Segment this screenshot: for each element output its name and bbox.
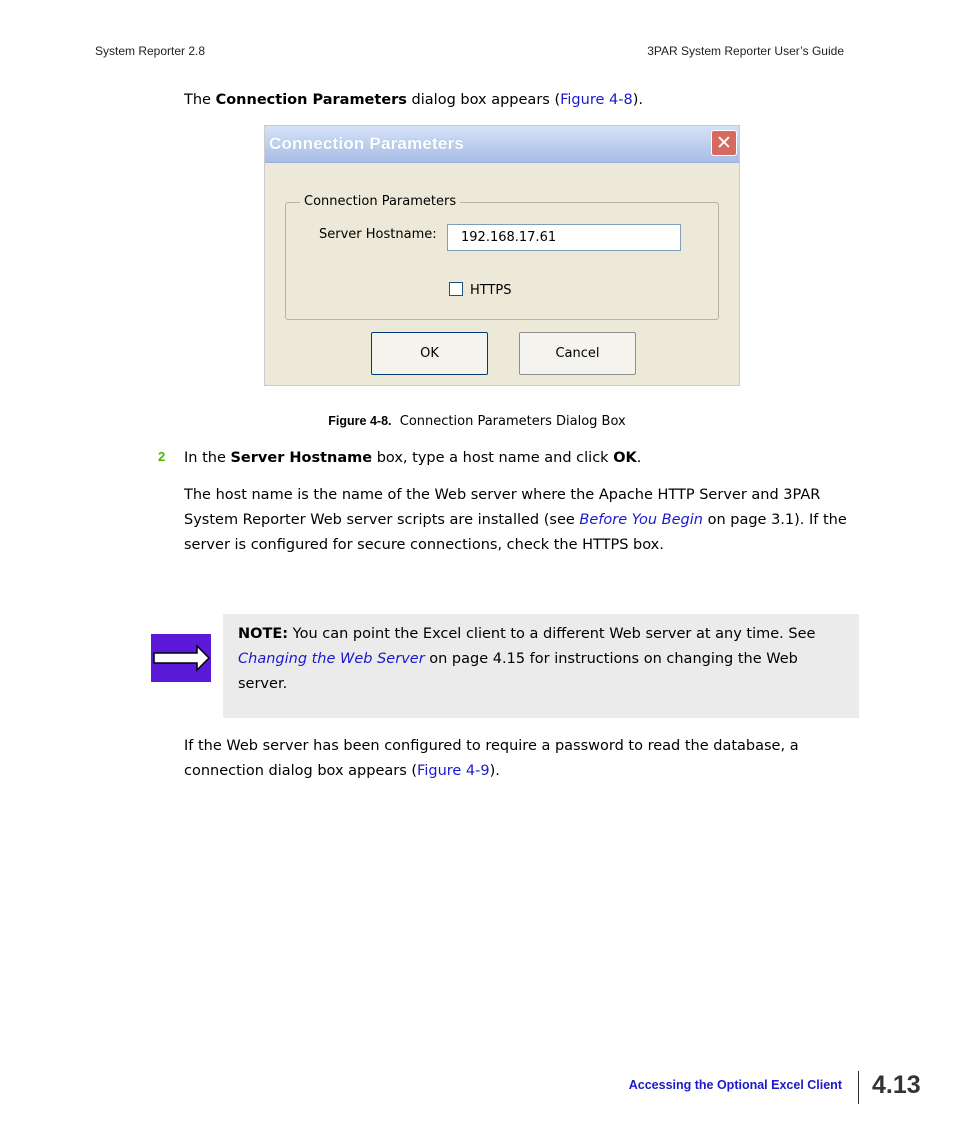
before-you-begin-link[interactable]: Before You Begin: [579, 512, 703, 528]
server-hostname-input[interactable]: 192.168.17.61: [447, 224, 681, 251]
body1-line1: The host name is the name of the Web server where the Apache HTTP Server and 3PAR: [184, 487, 821, 503]
intro-mid: dialog box appears (: [406, 92, 561, 108]
note-line1-text: You can point the Excel client to a different Web server at any time. See: [288, 626, 816, 642]
running-header-left: System Reporter 2.8: [95, 44, 206, 58]
close-icon[interactable]: ✕: [711, 130, 737, 156]
connection-parameters-group: [285, 194, 719, 320]
body2-line2-prefix: connection dialog box appears (: [184, 763, 418, 779]
note-line3: server.: [238, 676, 288, 692]
step-prefix: In the: [184, 450, 231, 466]
body2-line2-suffix: ).: [489, 763, 500, 779]
dialog-titlebar[interactable]: [265, 126, 739, 163]
connection-parameters-dialog: [264, 125, 740, 386]
note-line1: [238, 622, 838, 647]
running-header-right: 3PAR System Reporter User’s Guide: [647, 44, 844, 58]
body2-line2: [184, 759, 799, 784]
ok-button[interactable]: OK: [371, 332, 488, 375]
intro-paragraph: [184, 88, 643, 113]
body2-line1: If the Web server has been configured to require a password to read the database, a: [184, 738, 799, 754]
changing-web-server-link[interactable]: Changing the Web Server: [238, 651, 425, 667]
body1-line2: [184, 508, 847, 533]
step-suffix: .: [636, 450, 642, 466]
note-box: [223, 614, 859, 718]
body-paragraph-1: [184, 483, 847, 558]
figure-caption: [0, 414, 954, 429]
body1-line2-suffix: on page 3.1). If the: [702, 512, 847, 528]
note-text: [238, 622, 838, 697]
figure-4-8-link[interactable]: Figure 4-8: [560, 92, 633, 108]
body1-line2-prefix: System Reporter Web server scripts are installed (see: [184, 512, 580, 528]
page-number: 4.13: [872, 1071, 921, 1099]
cancel-button[interactable]: Cancel: [519, 332, 636, 375]
step-paragraph: [184, 446, 641, 471]
intro-bold: Connection Parameters: [215, 92, 407, 108]
right-arrow-icon: [151, 634, 211, 682]
intro-suffix: ).: [632, 92, 643, 108]
step-bold-hostname: Server Hostname: [230, 450, 373, 466]
figure-number: Figure 4-8.: [328, 414, 392, 428]
step-mid: box, type a host name and click: [372, 450, 614, 466]
body1-line3: server is configured for secure connections, check the HTTPS box.: [184, 537, 664, 553]
step-bold-ok: OK: [613, 450, 637, 466]
note-label: NOTE:: [238, 626, 289, 642]
step-number: 2: [158, 449, 166, 464]
body-paragraph-2: [184, 734, 799, 784]
figure-title: Connection Parameters Dialog Box: [399, 414, 626, 429]
https-checkbox[interactable]: [449, 282, 463, 296]
footer-section-title: Accessing the Optional Excel Client: [628, 1078, 842, 1092]
group-label: Connection Parameters: [300, 194, 460, 209]
footer-divider: [858, 1071, 859, 1104]
note-line2-suffix: on page 4.15 for instructions on changing the Web: [424, 651, 798, 667]
figure-4-9-link[interactable]: Figure 4-9: [417, 763, 490, 779]
server-hostname-label: Server Hostname:: [319, 227, 437, 242]
dialog-title: Connection Parameters: [269, 134, 465, 153]
https-label: HTTPS: [470, 283, 512, 298]
note-line2: [238, 647, 838, 672]
intro-prefix: The: [184, 92, 216, 108]
right-arrow-icon-svg: [151, 634, 211, 682]
